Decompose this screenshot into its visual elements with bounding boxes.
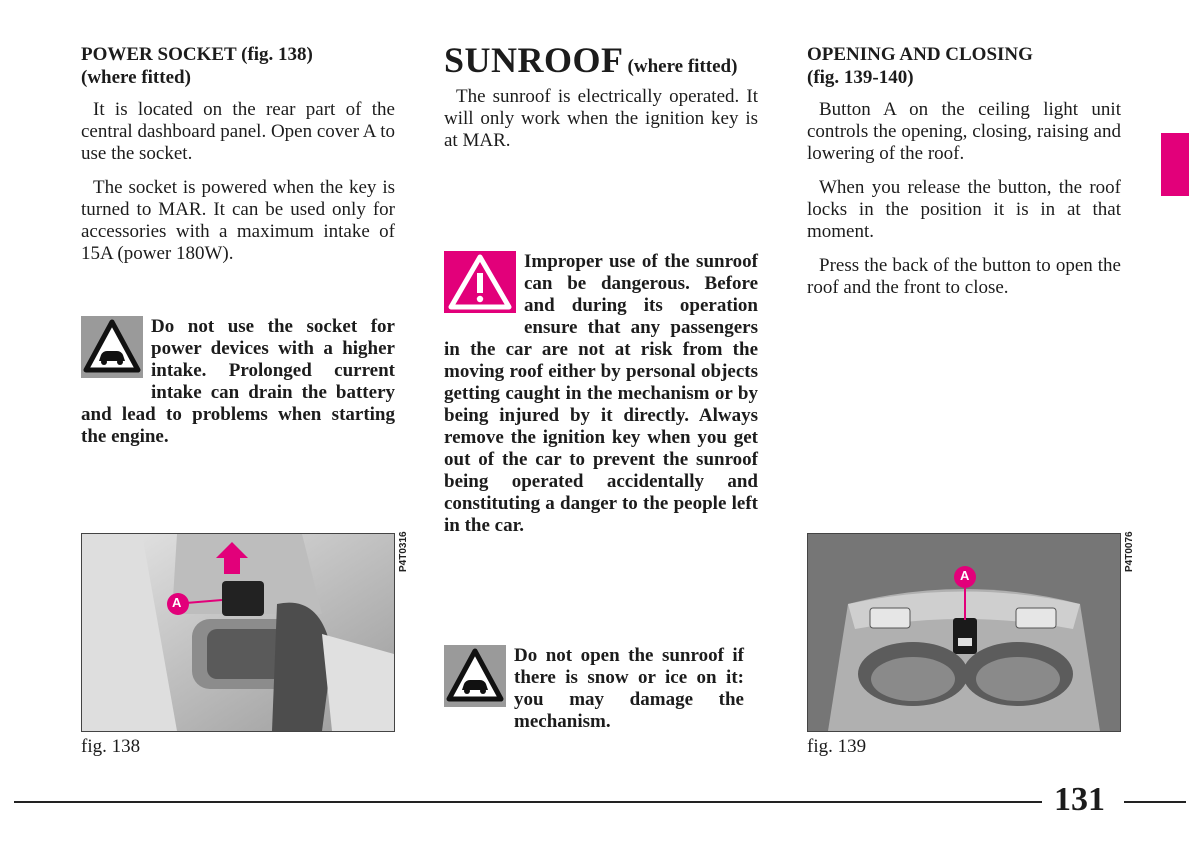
fig-139-caption: fig. 139	[807, 736, 867, 757]
sunroof-snow-warning: Do not open the sunroof if there is snow or ice on it: you may damage the mechanism.	[444, 645, 744, 733]
right-column	[807, 43, 1121, 311]
footer-rule-right	[1124, 801, 1186, 803]
opening-para-1: Button A on the ceiling light unit controls the opening, closing, raising and lowering of the roof.	[807, 99, 1121, 164]
middle-column	[444, 40, 758, 164]
fig-138-label-a: A	[172, 595, 182, 610]
socket-warning: Do not use the socket for power devices with a higher intake. Prolonged current intake can drain the battery and lead to problems when starting the engine.	[81, 316, 395, 447]
power-socket-para-1: It is located on the rear part of the central dashboard panel. Open cover A to use the socket.	[81, 99, 395, 164]
fig-139-code: P4T0076	[1124, 531, 1135, 572]
car-warning-icon	[81, 316, 143, 384]
fig-138-photo	[81, 533, 395, 732]
fig-138-caption: fig. 138	[81, 736, 141, 757]
sunroof-intro: The sunroof is electrically operated. It will only work when the ignition key is at MAR.	[444, 86, 758, 151]
opening-para-3: Press the back of the button to open the roof and the front to close.	[807, 255, 1121, 298]
left-column	[81, 43, 395, 277]
opening-para-2: When you release the button, the roof locks in the position it is in at that moment.	[807, 177, 1121, 242]
sunroof-title: SUNROOF (where fitted)	[444, 40, 738, 80]
fig-138-code: P4T0316	[398, 531, 409, 572]
section-tab-marker	[1161, 133, 1189, 196]
power-socket-para-2: The socket is powered when the key is turned to MAR. It can be used only for accessories with a maximum intake of 15A (power 180W).	[81, 177, 395, 264]
danger-triangle-icon	[444, 251, 516, 319]
fig-139-label-a: A	[960, 568, 970, 583]
fig-139-photo	[807, 533, 1121, 732]
footer-rule-left	[14, 801, 1042, 803]
sunroof-danger-warning: Improper use of the sunroof can be dangerous. Before and during its operation ensure that any passengers in the car are not at risk from the moving roof either by personal objects getting caught in the mechanism or by being injured by it directly. Always remove the ignition key when you get out of the car to prevent the sunroof being operated accidentally and constituting a danger to the people left in the car.	[444, 251, 758, 536]
power-socket-heading: POWER SOCKET (fig. 138) (where fitted)	[81, 44, 313, 88]
opening-closing-heading: OPENING AND CLOSING (fig. 139-140)	[807, 44, 1033, 88]
page-number: 131	[1054, 781, 1105, 818]
car-warning-icon	[444, 645, 506, 713]
